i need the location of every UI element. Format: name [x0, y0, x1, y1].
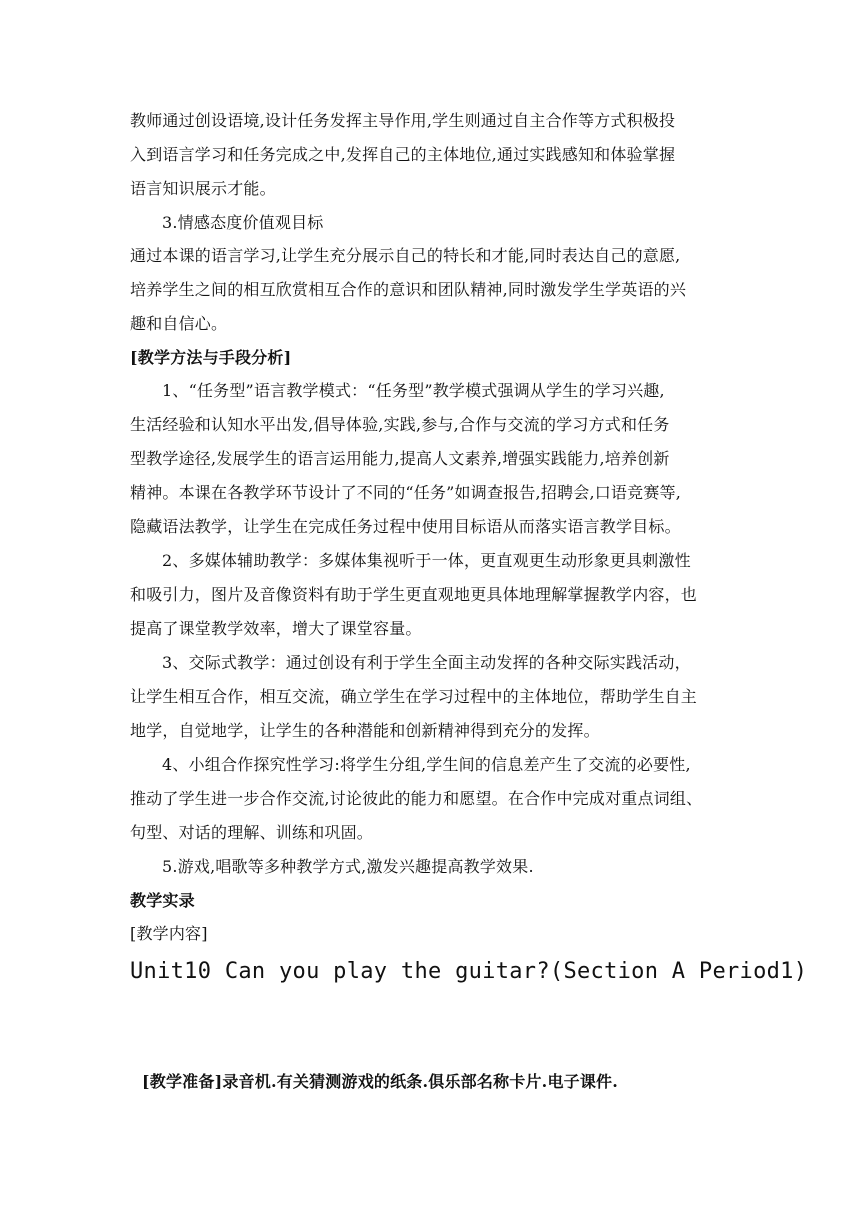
method2-line-3: 提高了课堂教学效率，增大了课堂容量。 [130, 619, 422, 638]
goal3-line-1: 通过本课的语言学习,让学生充分展示自己的特长和才能,同时表达自己的意愿, [130, 246, 681, 265]
method3-line-2: 让学生相互合作，相互交流，确立学生在学习过程中的主体地位，帮助学生自主 [130, 687, 698, 706]
methods-heading: [教学方法与手段分析] [130, 348, 292, 367]
goal3-line-2: 培养学生之间的相互欣赏相互合作的意识和团队精神,同时激发学生学英语的兴 [130, 280, 687, 299]
intro-line-1: 教师通过创设语境,设计任务发挥主导作用,学生则通过自主合作等方式积极投 [130, 111, 676, 130]
method4-line-3: 句型、对话的理解、训练和巩固。 [130, 823, 374, 842]
intro-line-3: 语言知识展示才能。 [130, 179, 276, 198]
record-heading: 教学实录 [130, 891, 195, 910]
goal3-line-3: 趣和自信心。 [130, 314, 228, 333]
method3-line-1: 3、交际式教学：通过创设有利于学生全面主动发挥的各种交际实践活动， [162, 653, 691, 672]
method1-line-4: 精神。本课在各教学环节设计了不同的“任务”如调查报告,招聘会,口语竞赛等, [130, 483, 682, 502]
method4-line-2: 推动了学生进一步合作交流,讨论彼此的能力和愿望。在合作中完成对重点词组、 [130, 789, 703, 808]
method1-line-5: 隐藏语法教学，让学生在完成任务过程中使用目标语从而落实语言教学目标。 [130, 517, 681, 536]
goal3-heading: 3.情感态度价值观目标 [162, 213, 324, 232]
unit-title: Unit10 Can you play the guitar?(Section A Period1) [130, 959, 808, 984]
method1-line-1: 1、“任务型”语言教学模式：“任务型”教学模式强调从学生的学习兴趣, [162, 381, 665, 400]
content-heading: [教学内容] [130, 924, 208, 943]
method3-line-3: 地学，自觉地学，让学生的各种潜能和创新精神得到充分的发挥。 [130, 721, 600, 740]
method2-line-2: 和吸引力，图片及音像资料有助于学生更直观地更具体地理解掌握教学内容，也 [130, 585, 698, 604]
method4-line-1: 4、小组合作探究性学习:将学生分组,学生间的信息差产生了交流的必要性, [162, 755, 691, 774]
preparation-line: [教学准备]录音机.有关猜测游戏的纸条.俱乐部名称卡片.电子课件. [142, 1072, 619, 1091]
method1-line-3: 型教学途径,发展学生的语言运用能力,提高人文素养,增强实践能力,培养创新 [130, 449, 670, 468]
intro-line-2: 入到语言学习和任务完成之中,发挥自己的主体地位,通过实践感知和体验掌握 [130, 145, 676, 164]
method1-line-2: 生活经验和认知水平出发,倡导体验,实践,参与,合作与交流的学习方式和任务 [130, 415, 670, 434]
method2-line-1: 2、多媒体辅助教学：多媒体集视听于一体，更直观更生动形象更具刺激性 [162, 551, 691, 570]
method5-line: 5.游戏,唱歌等多种教学方式,激发兴趣提高教学效果. [162, 857, 534, 876]
